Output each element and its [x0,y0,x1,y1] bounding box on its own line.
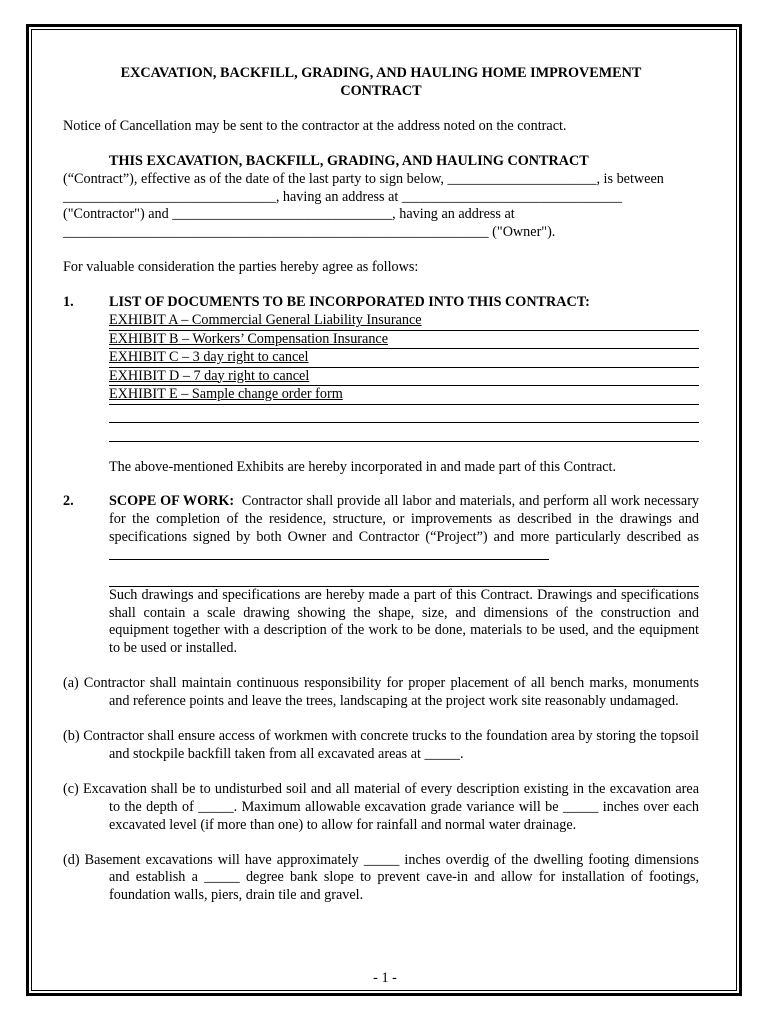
clause-c: (c) Excavation shall be to undisturbed soil and all material of every description existing in the excavation area to the depth of _____. Maximum allowable excavation grade variance will be _____ inches over each excavated level (if more than one) to allow for rainfall and normal water drainage. [63,780,699,833]
page-number: - 1 - [373,970,397,986]
title-line-1: EXCAVATION, BACKFILL, GRADING, AND HAULING HOME IMPROVEMENT [120,65,642,81]
exhibit-line-e [109,386,699,405]
section-2-number: 2. [63,493,74,510]
intro-line-3: ______________________________, having an address at _______________________________ [63,188,622,205]
intro-line-4: ("Contractor") and _______________________________, having an address at [63,206,515,223]
exhibit-e: EXHIBIT E – Sample change order form [109,386,343,403]
project-description-blank [109,547,549,560]
exhibit-blank-line-1 [109,405,699,424]
exhibit-c: EXHIBIT C – 3 day right to cancel [109,349,309,366]
section-1-number: 1. [63,294,74,311]
clause-a: (a) Contractor shall maintain continuous responsibility for proper placement of all bench marks, monuments and reference points and leave the trees, landscaping at the project work site reasonably undamaged. [63,675,699,710]
contract-page [63,65,699,905]
clause-b: (b) Contractor shall ensure access of workmen with concrete trucks to the foundation area by storing the topsoil and stockpile backfill taken from all excavated areas at _____. [63,728,699,762]
intro-line-5: ____________________________________________________________ ("Owner"). [63,224,556,241]
exhibit-blank-line-2 [109,423,699,442]
section-1-heading: LIST OF DOCUMENTS TO BE INCORPORATED INTO THIS CONTRACT: [109,294,590,311]
exhibits-closing: The above-mentioned Exhibits are hereby incorporated in and made part of this Contract. [109,458,617,475]
exhibit-b: EXHIBIT B – Workers’ Compensation Insurance [109,330,389,347]
section-1 [63,294,699,312]
section-2-text: Contractor shall provide all labor and materials, and perform all work necessary for the completion of the residence, structure, or improvements as described in the drawings and specifications signed by both Owner and Contractor (“Project”) and more particularly described as [109,493,700,546]
section-2-heading: SCOPE OF WORK: [109,493,235,510]
exhibit-line-b [109,331,699,350]
clause-d: (d) Basement excavations will have approximately _____ inches overdig of the dwelling footing dimensions and establish a _____ degree bank slope to prevent cave-in and allow for installation of footings, foundation walls, piers, drain tile and gravel. [63,851,699,904]
exhibit-line-a [109,312,699,331]
exhibit-line-c [109,349,699,368]
section-2-text-2: Such drawings and specifications are hereby made a part of this Contract. Drawings and specifications shall contain a scale drawing showing the shape, size, and dimensions of the construction and equipment together with a description of the work to be done, materials to be used, and the equipment to be used or installed. [109,586,699,657]
exhibit-a: EXHIBIT A – Commercial General Liability Insurance [109,312,422,329]
exhibit-line-d [109,368,699,387]
intro-heading: THIS EXCAVATION, BACKFILL, GRADING, AND HAULING CONTRACT [109,152,589,169]
title-line-2: CONTRACT [340,82,422,99]
section-2 [63,493,699,566]
consideration-text: For valuable consideration the parties hereby agree as follows: [63,259,419,276]
project-description-line-2 [109,568,699,587]
intro-line-2: (“Contract”), effective as of the date of the last party to sign below, _____________________, is between [63,170,664,187]
exhibit-d: EXHIBIT D – 7 day right to cancel [109,367,310,384]
cancellation-notice: Notice of Cancellation may be sent to the contractor at the address noted on the contract. [63,117,567,134]
